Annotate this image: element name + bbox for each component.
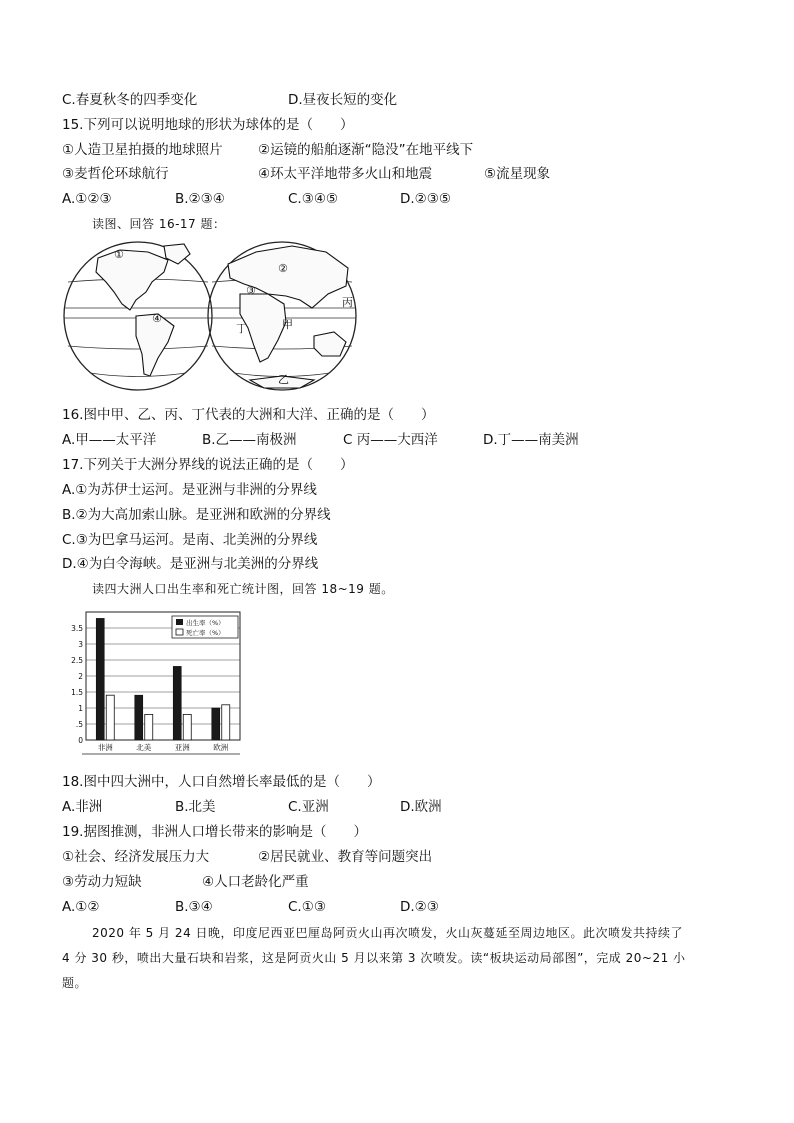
y-tick-label: .5 [75, 720, 83, 729]
q14-option-d: D.昼夜长短的变化 [288, 92, 398, 108]
q15-choice-a: A.①②③ [62, 191, 112, 207]
legend-birth-swatch [176, 619, 183, 625]
q17-choice-d: D.④为白令海峡。是亚洲与北美洲的分界线 [62, 556, 319, 572]
q17-choice-b: B.②为大高加索山脉。是亚洲和欧洲的分界线 [62, 507, 331, 523]
q19-item-1: ①社会、经济发展压力大 [62, 849, 210, 865]
bar-birth-rate [173, 666, 181, 740]
x-category-label: 非洲 [97, 743, 113, 752]
map-label-circle-4: ④ [152, 312, 162, 325]
x-category-label: 欧洲 [213, 743, 229, 752]
q19-stem: 19.据图推测，非洲人口增长带来的影响是（ ） [62, 824, 367, 840]
q17-stem: 17.下列关于大洲分界线的说法正确的是（ ） [62, 457, 354, 473]
bar-birth-rate [135, 695, 143, 740]
q16-choice-c: C 丙——大西洋 [343, 432, 438, 448]
q19-choice-b: B.③④ [175, 899, 213, 915]
q18-choice-b: B.北美 [175, 799, 216, 815]
map-label-ding: 丁 [236, 322, 247, 335]
q19-choice-c: C.①③ [288, 899, 326, 915]
bar-death-rate [222, 705, 230, 740]
q18-stem: 18.图中四大洲中，人口自然增长率最低的是（ ） [62, 774, 381, 790]
q19-item-3: ③劳动力短缺 [62, 874, 142, 890]
q15-item-4: ④环太平洋地带多火山和地震 [258, 166, 433, 182]
y-tick-label: 3 [78, 640, 83, 649]
map-label-circle-2: ② [278, 262, 288, 275]
map-label-yi: 乙 [278, 373, 289, 386]
q15-item-1: ①人造卫星拍摄的地球照片 [62, 142, 223, 158]
q16-choice-b: B.乙——南极洲 [202, 432, 297, 448]
y-tick-label: 1.5 [71, 688, 83, 697]
y-tick-label: 3.5 [71, 624, 83, 633]
q14-option-c: C.春夏秋冬的四季变化 [62, 92, 198, 108]
instruction-16-17: 读图、回答 16-17 题： [92, 217, 226, 231]
y-tick-label: 1 [78, 704, 83, 713]
y-tick-label: 2.5 [71, 656, 83, 665]
population-rate-chart [64, 606, 248, 764]
q18-choice-c: C.亚洲 [288, 799, 329, 815]
q15-item-2: ②运镜的船舶逐渐“隐没”在地平线下 [258, 142, 474, 158]
map-label-circle-3: ③ [246, 284, 256, 297]
q19-item-2: ②居民就业、教育等问题突出 [258, 849, 433, 865]
legend-birth-label: 出生率（%） [186, 619, 225, 627]
map-label-circle-1: ① [114, 248, 124, 261]
map-label-jia: 甲 [282, 318, 293, 331]
q18-choice-a: A.非洲 [62, 799, 103, 815]
bar-birth-rate [96, 618, 104, 740]
q15-item-5: ⑤流星现象 [484, 166, 551, 182]
instruction-18-19: 读四大洲人口出生率和死亡统计图，回答 18~19 题。 [92, 582, 394, 596]
world-map-figure [60, 238, 360, 398]
x-category-label: 北美 [136, 743, 152, 752]
y-tick-label: 0 [78, 736, 83, 745]
passage-line-2: 4 分 30 秒，喷出大量石块和岩浆，这是阿贡火山 5 月以来第 3 次喷发。读“板块运动局部图”，完成 20~21 小 [62, 951, 686, 965]
q15-choice-b: B.②③④ [175, 191, 225, 207]
q17-choice-c: C.③为巴拿马运河。是南、北美洲的分界线 [62, 532, 318, 548]
q17-choice-a: A.①为苏伊士运河。是亚洲与非洲的分界线 [62, 482, 317, 498]
q16-choice-d: D.丁——南美洲 [483, 432, 579, 448]
q15-item-3: ③麦哲伦环球航行 [62, 166, 169, 182]
q19-item-4: ④人口老龄化严重 [202, 874, 309, 890]
map-label-bing: 丙 [342, 296, 353, 309]
y-tick-label: 2 [78, 672, 83, 681]
passage-line-1: 2020 年 5 月 24 日晚，印度尼西亚巴厘岛阿贡火山再次喷发，火山灰蔓延至周边地区。此次喷发共持续了 [92, 926, 684, 940]
q19-choice-a: A.①② [62, 899, 100, 915]
legend-death-swatch [176, 629, 183, 635]
bar-death-rate [145, 714, 153, 740]
q16-choice-a: A.甲——太平洋 [62, 432, 157, 448]
q15-choice-d: D.②③⑤ [400, 191, 451, 207]
bar-birth-rate [212, 708, 220, 740]
q15-choice-c: C.③④⑤ [288, 191, 339, 207]
legend-death-label: 死亡率（%） [186, 629, 225, 637]
passage-line-3: 题。 [62, 976, 88, 990]
q15-stem: 15.下列可以说明地球的形状为球体的是（ ） [62, 117, 354, 133]
q16-stem: 16.图中甲、乙、丙、丁代表的大洲和大洋、正确的是（ ） [62, 407, 435, 423]
bar-death-rate [183, 714, 191, 740]
x-category-label: 亚洲 [174, 743, 190, 752]
q18-choice-d: D.欧洲 [400, 799, 442, 815]
q19-choice-d: D.②③ [400, 899, 439, 915]
bar-death-rate [106, 695, 114, 740]
